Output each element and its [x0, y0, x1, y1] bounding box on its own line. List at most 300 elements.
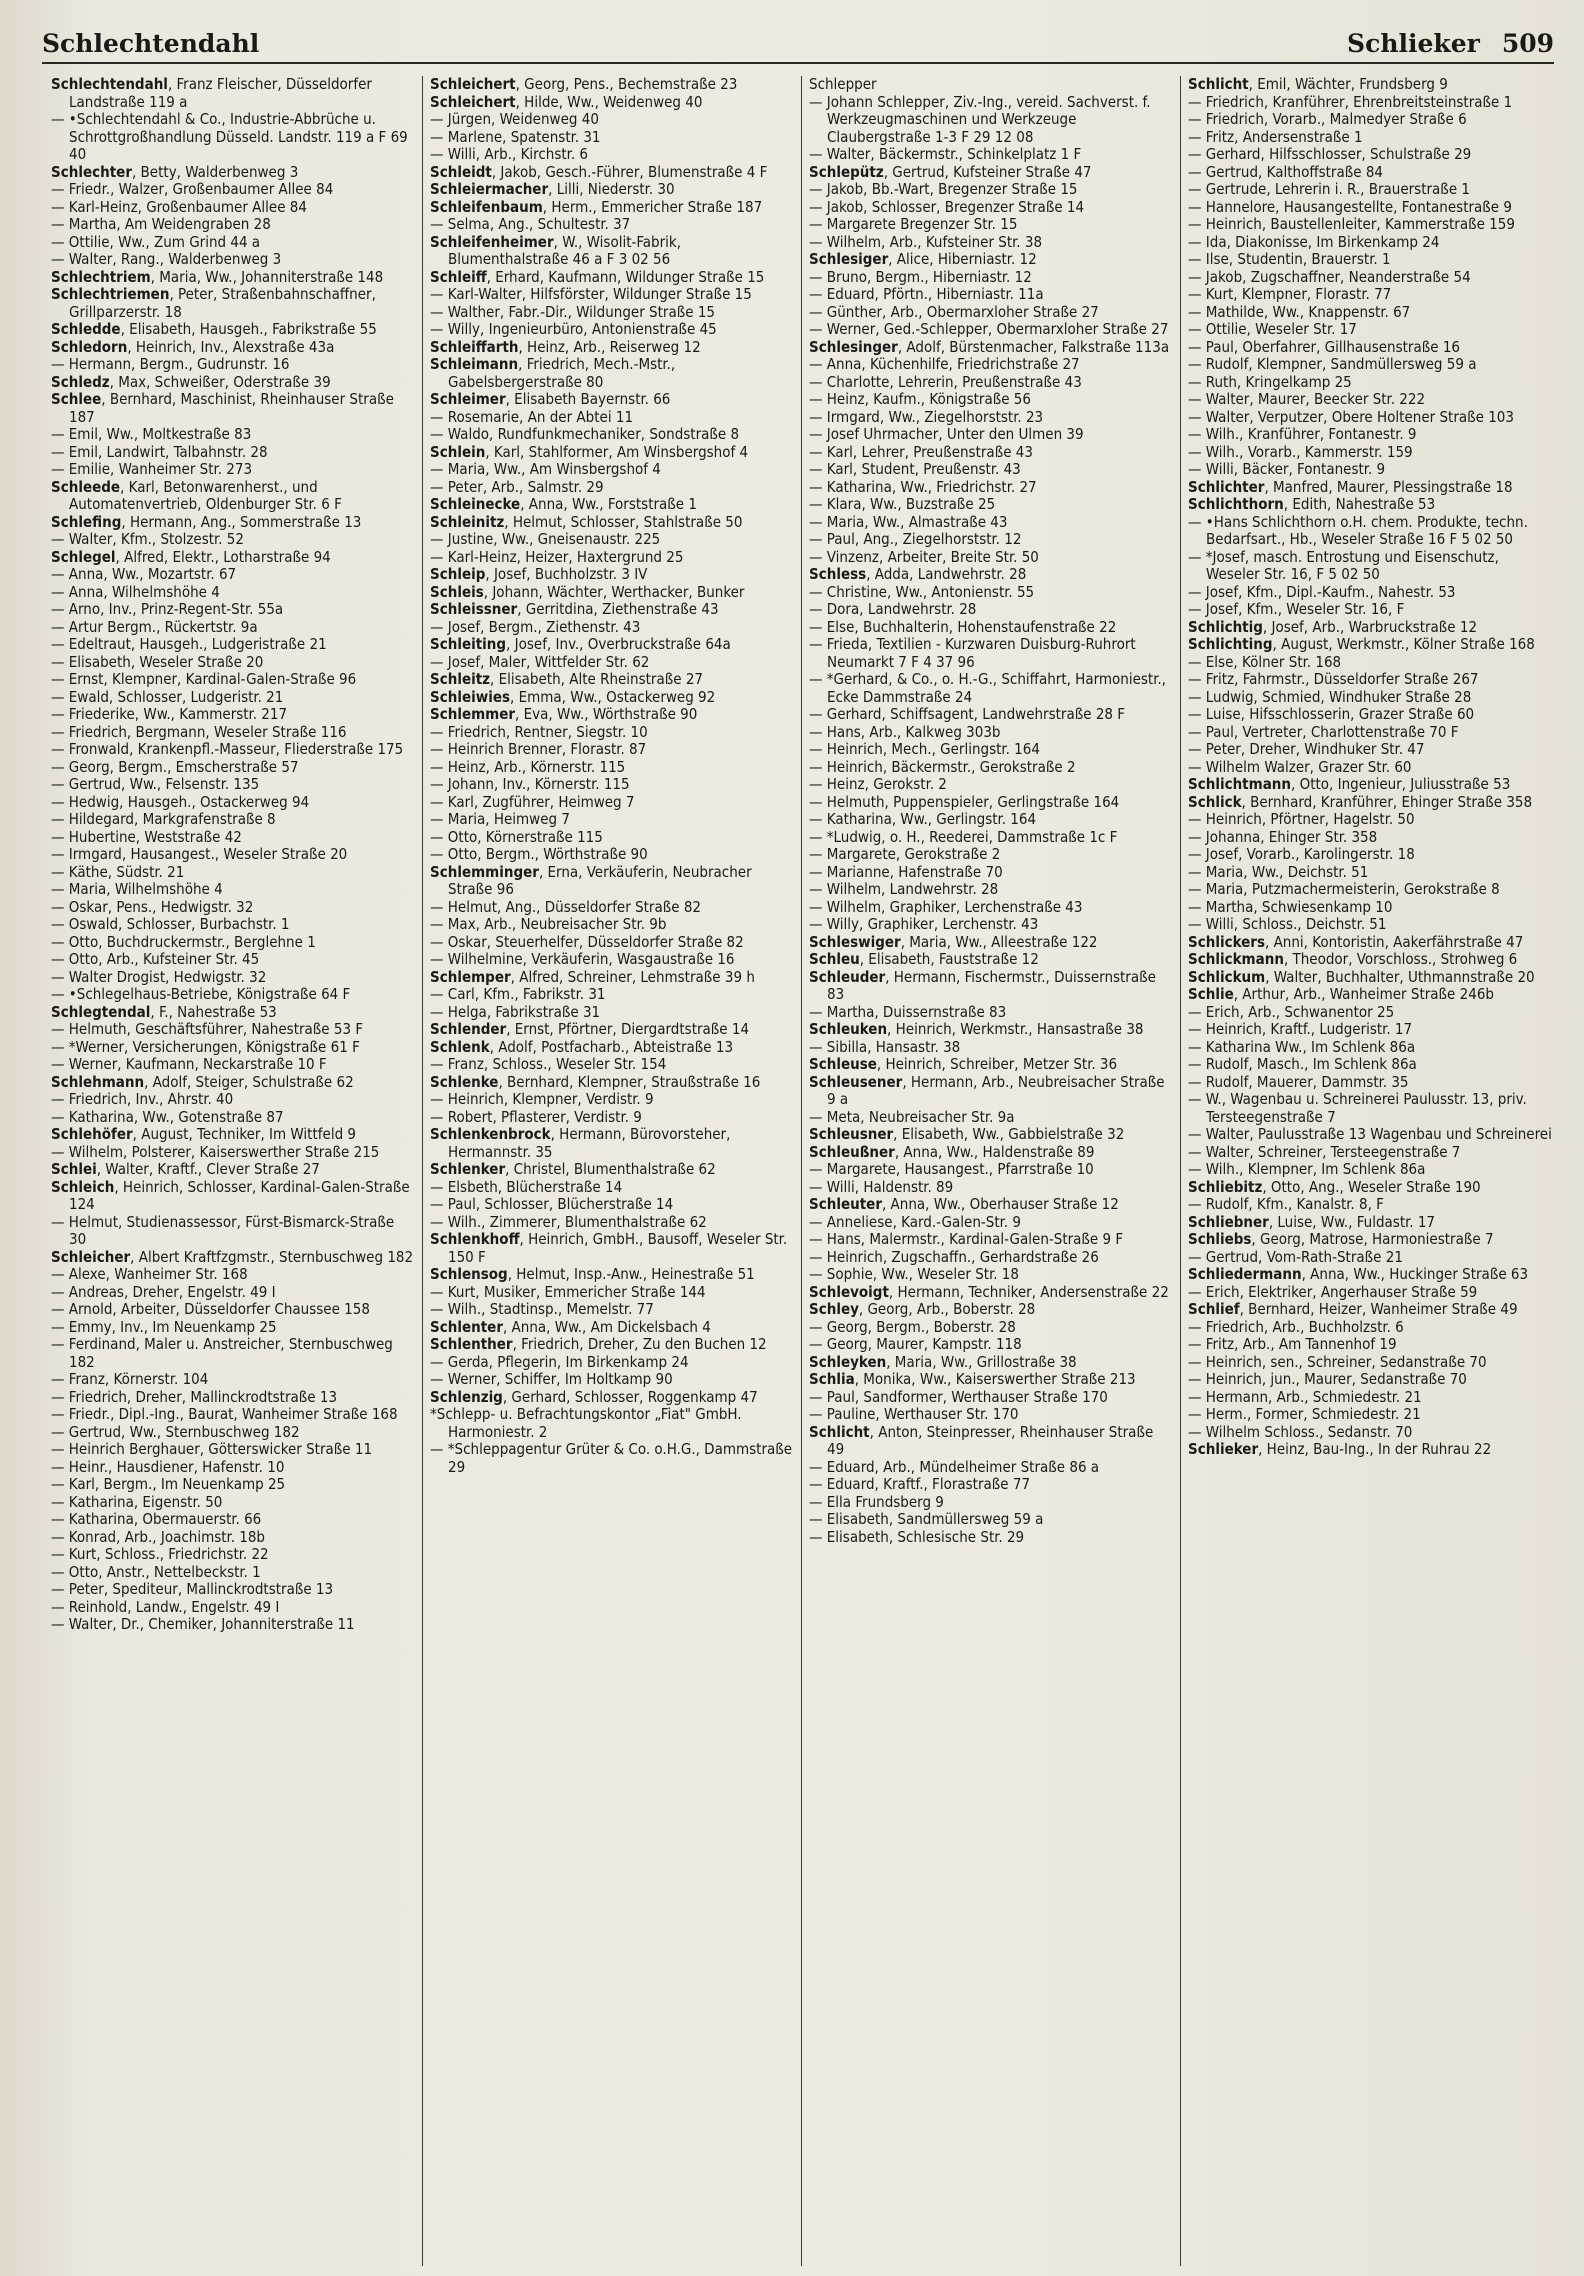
entry-surname: Schlechter [51, 162, 132, 181]
directory-entry: — Wilh., Klempner, Im Schlenk 86a [1188, 1160, 1426, 1178]
directory-entry: — Franz, Körnerstr. 104 [51, 1370, 209, 1388]
directory-entry: — Josef, Maler, Wittfelder Str. 62 [430, 652, 650, 671]
entry-surname: Schleußner [809, 1142, 895, 1161]
entry-surname: Schlia [809, 1370, 855, 1388]
directory-entry: Schlesiger, Alice, Hiberniastr. 12 [809, 250, 1037, 268]
directory-entry: — Martha, Am Weidengraben 28 [51, 215, 271, 233]
directory-entry: — Fritz, Fahrmstr., Düsseldorfer Straße 267 [1188, 670, 1479, 688]
directory-entry: — Carl, Kfm., Fabrikstr. 31 [430, 985, 606, 1003]
directory-entry: Schlesinger, Adolf, Bürstenmacher, Falkstraße 113a [809, 337, 1170, 356]
directory-entry: — Klara, Ww., Buzstraße 25 [809, 495, 996, 513]
entry-surname: Schlicht [809, 1422, 870, 1441]
entry-surname: Schleis [430, 582, 484, 601]
directory-entry: — Heinz, Kaufm., Königstraße 56 [809, 390, 1031, 408]
entry-surname: Schledz [51, 372, 110, 391]
directory-entry: — Hildegard, Markgrafenstraße 8 [51, 810, 276, 828]
directory-entry: Schlick, Bernhard, Kranführer, Ehinger Straße 358 [1188, 792, 1533, 811]
directory-entry: Schleswiger, Maria, Ww., Alleestraße 122 [809, 932, 1098, 951]
directory-entry: — Katharina, Ww., Gotenstraße 87 [51, 1107, 284, 1126]
directory-entry: — Wilhelm, Polsterer, Kaiserswerther Straße 215 [51, 1142, 380, 1161]
directory-entry: — Edeltraut, Hausgeh., Ludgeristraße 21 [51, 635, 327, 653]
directory-entry: — Maria, Heimweg 7 [430, 810, 570, 828]
directory-entry: Schledorn, Heinrich, Inv., Alexstraße 43a [51, 337, 335, 356]
directory-entry: — Willi, Haldenstr. 89 [809, 1177, 954, 1196]
entry-surname: Schlehöfer [51, 1125, 133, 1143]
directory-entry: — Marianne, Hafenstraße 70 [809, 862, 1003, 881]
directory-entry: Schlicht, Emil, Wächter, Frundsberg 9 [1188, 76, 1448, 93]
directory-entry: — Elisabeth, Schlesische Str. 29 [809, 1527, 1025, 1546]
directory-entry: — Hans, Malermstr., Kardinal-Galen-Straße 9 F [809, 1230, 1124, 1248]
directory-entry: — Karl, Zugführer, Heimweg 7 [430, 792, 635, 811]
entry-surname: Schlenker [430, 1160, 506, 1178]
directory-entry: — Josef Uhrmacher, Unter den Ulmen 39 [809, 425, 1084, 443]
running-head [42, 18, 1554, 64]
entry-surname: Schleifenheimer [430, 232, 554, 251]
directory-entry: Schleuder, Hermann, Fischermstr., Duissernstraße 83 [809, 967, 1156, 1003]
directory-entry: Schlicht, Anton, Steinpresser, Rheinhauser Straße 49 [809, 1422, 1154, 1458]
directory-entry: Schleußner, Anna, Ww., Haldenstraße 89 [809, 1142, 1095, 1161]
directory-entry: — Walter, Kfm., Stolzestr. 52 [51, 530, 244, 548]
entry-surname: Schlevoigt [809, 1282, 889, 1301]
directory-entry: — Robert, Pflasterer, Verdistr. 9 [430, 1107, 642, 1126]
directory-entry: — Johanna, Ehinger Str. 358 [1188, 827, 1378, 846]
directory-entry: — Heinrich, Klempner, Verdistr. 9 [430, 1090, 654, 1108]
directory-entry: — Willy, Ingenieurbüro, Antonienstraße 45 [430, 320, 717, 338]
directory-entry: — Marlene, Spatenstr. 31 [430, 127, 601, 146]
directory-entry: — Herm., Former, Schmiedestr. 21 [1188, 1405, 1421, 1423]
directory-entry: — Paul, Oberfahrer, Gillhausenstraße 16 [1188, 337, 1461, 356]
directory-entry: — Reinhold, Landw., Engelstr. 49 I [51, 1597, 280, 1616]
directory-entry: — Heinrich, sen., Schreiner, Sedanstraße 70 [1188, 1352, 1487, 1371]
directory-entry: Schlechtriem, Maria, Ww., Johanniterstraße 148 [51, 267, 384, 286]
directory-entry: Schleitz, Elisabeth, Alte Rheinstraße 27 [430, 670, 704, 688]
directory-entry: — Walter Drogist, Hedwigstr. 32 [51, 967, 267, 986]
directory-entry: — Konrad, Arb., Joachimstr. 18b [51, 1527, 266, 1546]
directory-entry: Schlehöfer, August, Techniker, Im Wittfeld 9 [51, 1125, 357, 1143]
directory-entry: — Friedr., Dipl.-Ing., Baurat, Wanheimer Straße 168 [51, 1405, 398, 1423]
directory-entry: — Elisabeth, Sandmüllersweg 59 a [809, 1510, 1044, 1528]
directory-entry: — Helga, Fabrikstraße 31 [430, 1002, 601, 1021]
directory-column-1 [44, 76, 423, 2266]
directory-entry: — *Werner, Versicherungen, Königstraße 61 F [51, 1037, 360, 1056]
directory-entry: — Else, Kölner Str. 168 [1188, 652, 1342, 671]
entry-surname: Schlechtriemen [51, 285, 170, 303]
entry-surname: Schleissner [430, 600, 518, 618]
entry-surname: Schleede [51, 477, 121, 496]
directory-entry: — Maria, Ww., Am Winsbergshof 4 [430, 460, 661, 478]
entry-surname: Schlenkenbrock [430, 1125, 551, 1143]
directory-entry: — Gertrud, Ww., Felsenstr. 135 [51, 775, 260, 793]
entry-surname: Schlehmann [51, 1072, 145, 1091]
directory-entry: — Heinrich, Mech., Gerlingstr. 164 [809, 740, 1040, 758]
directory-entry: — Anna, Wilhelmshöhe 4 [51, 582, 220, 601]
directory-entry: — Anna, Ww., Mozartstr. 67 [51, 565, 237, 583]
entry-surname: Schlick [1188, 792, 1242, 811]
entry-surname: Schlickmann [1188, 950, 1284, 968]
entry-surname: Schleifenbaum [430, 197, 543, 216]
directory-entry: Schlenke, Bernhard, Klempner, Straußstraße 16 [430, 1072, 761, 1091]
directory-entry: — Paul, Vertreter, Charlottenstraße 70 F [1188, 722, 1459, 741]
directory-entry: — Willy, Graphiker, Lerchenstr. 43 [809, 915, 1039, 933]
directory-entry: Schlenkhoff, Heinrich, GmbH., Bausoff, Weseler Str. 150 F [430, 1230, 788, 1266]
directory-entry: Schleifenheimer, W., Wisolit-Fabrik, Blumenthalstraße 46 a F 3 02 56 [430, 232, 682, 268]
directory-entry: — Hubertine, Weststraße 42 [51, 827, 242, 846]
directory-entry: — Gerda, Pflegerin, Im Birkenkamp 24 [430, 1352, 689, 1371]
entry-surname: Schlegel [51, 547, 116, 566]
directory-entry: — Willi, Schloss., Deichstr. 51 [1188, 915, 1387, 933]
directory-entry: — Wilhelm Schloss., Sedanstr. 70 [1188, 1422, 1413, 1441]
directory-entry: — Walter, Bäckermstr., Schinkelplatz 1 F [809, 145, 1082, 163]
directory-entry: — Walter, Paulusstraße 13 Wagenbau und Schreinerei [1188, 1125, 1552, 1143]
directory-entry: — Ernst, Klempner, Kardinal-Galen-Straße 96 [51, 670, 357, 688]
entry-surname: Schlein [430, 442, 486, 461]
directory-entry: — Helmut, Ang., Düsseldorfer Straße 82 [430, 897, 702, 916]
directory-entry: Schleimer, Elisabeth Bayernstr. 66 [430, 390, 671, 408]
directory-entry: — Hermann, Bergm., Gudrunstr. 16 [51, 355, 290, 373]
directory-entry: — Vinzenz, Arbeiter, Breite Str. 50 [809, 547, 1039, 566]
entry-surname: Schlicht [1188, 76, 1249, 93]
directory-entry: — Heinrich, Zugschaffn., Gerhardstraße 26 [809, 1247, 1099, 1266]
directory-columns [44, 76, 1560, 2266]
directory-entry: — Heinrich, Bäckermstr., Gerokstraße 2 [809, 757, 1076, 776]
directory-entry: — Emilie, Wanheimer Str. 273 [51, 460, 253, 478]
entry-surname: Schlee [51, 390, 102, 408]
directory-entry: — Elsbeth, Blücherstraße 14 [430, 1177, 623, 1196]
directory-entry: — Kurt, Musiker, Emmericher Straße 144 [430, 1282, 706, 1301]
entry-surname: Schlemminger [430, 862, 539, 881]
directory-entry: Schlichtig, Josef, Arb., Warbruckstraße 12 [1188, 617, 1478, 636]
directory-entry: — Alexe, Wanheimer Str. 168 [51, 1265, 248, 1283]
entry-surname: Schlesinger [809, 337, 898, 356]
entry-surname: Schleich [51, 1177, 115, 1196]
entry-surname: Schlemper [430, 967, 511, 986]
entry-surname: Schleswiger [809, 932, 901, 951]
directory-entry: — Karl-Heinz, Großenbaumer Allee 84 [51, 197, 307, 216]
entry-surname: Schlichtig [1188, 617, 1263, 636]
directory-entry: — Friedrich, Arb., Buchholzstr. 6 [1188, 1317, 1404, 1336]
directory-entry: — Rosemarie, An der Abtei 11 [430, 407, 634, 426]
directory-entry: — Rudolf, Klempner, Sandmüllersweg 59 a [1188, 355, 1477, 373]
entry-surname: Schleuse [809, 1055, 877, 1073]
directory-entry: — Emil, Landwirt, Talbahnstr. 28 [51, 442, 268, 461]
directory-entry: — Gertrude, Lehrerin i. R., Brauerstraße 1 [1188, 180, 1470, 198]
directory-entry: — Jakob, Zugschaffner, Neanderstraße 54 [1188, 267, 1471, 286]
directory-entry: — •Schlegelhaus-Betriebe, Königstraße 64 F [51, 985, 351, 1003]
directory-entry: — Josef, Vorarb., Karolingerstr. 18 [1188, 845, 1415, 863]
directory-entry: — Karl-Walter, Hilfsförster, Wildunger Straße 15 [430, 285, 752, 303]
directory-entry: Schleiermacher, Lilli, Niederstr. 30 [430, 180, 675, 198]
directory-entry: Schlepper [809, 76, 877, 93]
entry-surname: Schleuter [809, 1195, 882, 1213]
directory-entry: Schlepütz, Gertrud, Kufsteiner Straße 47 [809, 162, 1092, 181]
directory-entry: — Gerhard, Hilfsschlosser, Schulstraße 29 [1188, 145, 1472, 163]
directory-entry: — Wilhelm, Arb., Kufsteiner Str. 38 [809, 232, 1043, 251]
directory-entry: — Irmgard, Ww., Ziegelhorststr. 23 [809, 407, 1044, 426]
entry-surname: Schleimann [430, 355, 519, 373]
directory-entry: — Heinz, Gerokstr. 2 [809, 775, 947, 793]
directory-entry: — Ludwig, Schmied, Windhuker Straße 28 [1188, 687, 1472, 706]
directory-entry: Schledde, Elisabeth, Hausgeh., Fabrikstraße 55 [51, 320, 377, 338]
directory-entry: — Andreas, Dreher, Engelstr. 49 I [51, 1282, 276, 1301]
entry-surname: Schleiffarth [430, 337, 519, 356]
directory-entry: Schlechter, Betty, Walderbenweg 3 [51, 162, 299, 181]
directory-entry: — Hannelore, Hausangestellte, Fontanestraße 9 [1188, 197, 1512, 216]
directory-entry: Schlemmer, Eva, Ww., Wörthstraße 90 [430, 705, 698, 723]
directory-entry: — Friederike, Ww., Kammerstr. 217 [51, 705, 288, 723]
left-running-heading: Schlechtendahl [42, 29, 260, 58]
directory-entry: — *Josef, masch. Entrostung und Eisenschutz, Weseler Str. 16, F 5 02 50 [1188, 547, 1499, 583]
directory-entry: Schleinitz, Helmut, Schlosser, Stahlstraße 50 [430, 512, 743, 531]
entry-surname: Schlickum [1188, 967, 1266, 986]
directory-entry: — Friedrich, Dreher, Mallinckrodtstraße 13 [51, 1387, 338, 1406]
directory-entry: — Otto, Arb., Kufsteiner Str. 45 [51, 950, 260, 968]
directory-entry: Schlief, Bernhard, Heizer, Wanheimer Straße 49 [1188, 1300, 1518, 1318]
directory-entry: — Elisabeth, Weseler Straße 20 [51, 652, 264, 671]
right-running-heading: Schlieker [1347, 29, 1480, 58]
directory-entry: — Waldo, Rundfunkmechaniker, Sondstraße 8 [430, 425, 740, 443]
entry-surname: Schlichter [1188, 477, 1265, 496]
directory-entry: — Hedwig, Hausgeh., Ostackerweg 94 [51, 792, 310, 811]
entry-surname: Schleimer [430, 390, 506, 408]
directory-entry: — Bruno, Bergm., Hiberniastr. 12 [809, 267, 1032, 286]
entry-surname: Schlichting [1188, 635, 1273, 653]
directory-entry: — Ewald, Schlosser, Ludgeristr. 21 [51, 687, 284, 706]
entry-surname: Schless [809, 565, 867, 583]
directory-column-3 [802, 76, 1181, 2266]
entry-surname: Schleiermacher [430, 180, 549, 198]
directory-entry: — Walter, Rang., Walderbenweg 3 [51, 250, 282, 268]
directory-entry: — Kurt, Schloss., Friedrichstr. 22 [51, 1545, 269, 1563]
directory-entry: Schlenkenbrock, Hermann, Bürovorsteher, Hermannstr. 35 [430, 1125, 731, 1161]
directory-entry: — *Schleppagentur Grüter & Co. o.H.G., Dammstraße 29 [430, 1440, 793, 1476]
directory-entry: — Friedrich, Kranführer, Ehrenbreitsteinstraße 1 [1188, 92, 1513, 111]
directory-entry: — Wilhelm, Graphiker, Lerchenstraße 43 [809, 897, 1083, 916]
directory-entry: Schlemminger, Erna, Verkäuferin, Neubracher Straße 96 [430, 862, 752, 898]
directory-entry: Schlender, Ernst, Pförtner, Diergardtstraße 14 [430, 1020, 750, 1038]
entry-surname: Schlei [51, 1160, 97, 1178]
entry-surname: Schlief [1188, 1300, 1240, 1318]
directory-entry: — Justine, Ww., Gneisenaustr. 225 [430, 530, 661, 548]
directory-entry: — Friedr., Walzer, Großenbaumer Allee 84 [51, 180, 334, 198]
directory-entry: — Katharina, Eigenstr. 50 [51, 1492, 223, 1511]
directory-entry: — Else, Buchhalterin, Hohenstaufenstraße 22 [809, 617, 1117, 636]
directory-entry: — Wilhelm Walzer, Grazer Str. 60 [1188, 757, 1412, 776]
entry-surname: Schleinitz [430, 512, 505, 531]
right-heading-group [1347, 29, 1554, 58]
directory-entry: — Heinr., Hausdiener, Hafenstr. 10 [51, 1457, 285, 1476]
page-number: 509 [1501, 29, 1554, 58]
directory-entry: — Anneliese, Kard.-Galen-Str. 9 [809, 1212, 1021, 1231]
directory-entry: Schleusener, Hermann, Arb., Neubreisacher Straße 9 a [809, 1072, 1165, 1108]
directory-entry: — Walter, Maurer, Beecker Str. 222 [1188, 390, 1426, 408]
directory-entry: — Oskar, Steuerhelfer, Düsseldorfer Straße 82 [430, 932, 744, 951]
directory-entry: Schlegtendal, F., Nahestraße 53 [51, 1002, 277, 1021]
directory-entry: — Georg, Bergm., Emscherstraße 57 [51, 757, 299, 776]
directory-entry: Schlichthorn, Edith, Nahestraße 53 [1188, 495, 1436, 513]
directory-entry: — Wilh., Stadtinsp., Memelstr. 77 [430, 1300, 654, 1318]
directory-entry: — •Schlechtendahl & Co., Industrie-Abbrüche u. Schrottgroßhandlung Düsseld. Landstr. 119 a F 69 40 [51, 110, 408, 163]
directory-entry: — Peter, Arb., Salmstr. 29 [430, 477, 604, 496]
entry-surname: Schlie [1188, 985, 1234, 1003]
directory-entry: — Fronwald, Krankenpfl.-Masseur, Fliederstraße 175 [51, 740, 404, 758]
directory-entry: — Fritz, Andersenstraße 1 [1188, 127, 1363, 146]
directory-entry: — Peter, Dreher, Windhuker Str. 47 [1188, 740, 1425, 758]
entry-surname: Schleicher [51, 1247, 131, 1266]
directory-entry: — Paul, Sandformer, Werthauser Straße 170 [809, 1387, 1108, 1406]
directory-entry: — Werner, Schiffer, Im Holtkamp 90 [430, 1370, 673, 1388]
directory-entry: — Wilh., Zimmerer, Blumenthalstraße 62 [430, 1212, 707, 1231]
directory-entry: — Friedrich, Rentner, Siegstr. 10 [430, 722, 648, 741]
directory-entry: — Walther, Fabr.-Dir., Wildunger Straße 15 [430, 302, 715, 321]
directory-entry: Schleiwies, Emma, Ww., Ostackerweg 92 [430, 687, 716, 706]
directory-entry: — Helmuth, Geschäftsführer, Nahestraße 53 F [51, 1020, 364, 1038]
directory-entry: Schlein, Karl, Stahlformer, Am Winsbergshof 4 [430, 442, 749, 461]
directory-entry: Schleichert, Georg, Pens., Bechemstraße 23 [430, 76, 738, 93]
directory-entry: Schliebner, Luise, Ww., Fuldastr. 17 [1188, 1212, 1436, 1231]
directory-entry: — Artur Bergm., Rückertstr. 9a [51, 617, 258, 636]
directory-entry: — Margarete, Hausangest., Pfarrstraße 10 [809, 1160, 1094, 1178]
entry-surname: Schlenter [430, 1317, 503, 1336]
directory-entry: — Katharina, Obermauerstr. 66 [51, 1510, 262, 1528]
directory-entry: — Franz, Schloss., Weseler Str. 154 [430, 1055, 667, 1073]
directory-entry: — Otto, Buchdruckermstr., Berglehne 1 [51, 932, 316, 951]
directory-entry: — Anna, Küchenhilfe, Friedrichstraße 27 [809, 355, 1080, 373]
entry-surname: Schlepütz [809, 162, 884, 181]
directory-entry: — Maria, Ww., Deichstr. 51 [1188, 862, 1369, 881]
directory-entry: — Willi, Bäcker, Fontanestr. 9 [1188, 460, 1386, 478]
directory-entry: Schleusner, Elisabeth, Ww., Gabbielstraße 32 [809, 1125, 1125, 1143]
directory-entry: — Otto, Bergm., Wörthstraße 90 [430, 845, 648, 863]
directory-entry: Schlenter, Anna, Ww., Am Dickelsbach 4 [430, 1317, 711, 1336]
directory-entry: Schleyken, Maria, Ww., Grillostraße 38 [809, 1352, 1077, 1371]
directory-entry: — Erich, Elektriker, Angerhauser Straße 59 [1188, 1282, 1478, 1301]
directory-entry: — Heinrich, Kraftf., Ludgeristr. 17 [1188, 1020, 1413, 1038]
directory-entry: — Max, Arb., Neubreisacher Str. 9b [430, 915, 667, 933]
entry-surname: Schleip [430, 565, 486, 583]
directory-entry: Schleiff, Erhard, Kaufmann, Wildunger Straße 15 [430, 267, 765, 286]
directory-entry: Schlickmann, Theodor, Vorschloss., Strohweg 6 [1188, 950, 1518, 968]
directory-entry: Schleichert, Hilde, Ww., Weidenweg 40 [430, 92, 703, 111]
directory-entry: — Ferdinand, Maler u. Anstreicher, Sternbuschweg 182 [51, 1335, 393, 1371]
directory-entry: — Irmgard, Hausangest., Weseler Straße 20 [51, 845, 348, 863]
directory-entry: — Erich, Arb., Schwanentor 25 [1188, 1002, 1395, 1021]
directory-entry: Schlenker, Christel, Blumenthalstraße 62 [430, 1160, 716, 1178]
directory-entry: — Christine, Ww., Antonienstr. 55 [809, 582, 1035, 601]
entry-surname: Schledde [51, 320, 121, 338]
directory-entry: — Jakob, Schlosser, Bregenzer Straße 14 [809, 197, 1085, 216]
directory-entry: — Heinrich, jun., Maurer, Sedanstraße 70 [1188, 1370, 1467, 1388]
directory-entry: — Ella Frundsberg 9 [809, 1492, 944, 1511]
entry-surname: Schlensog [430, 1265, 508, 1283]
directory-entry: *Schlepp- u. Befrachtungskontor „Fiat" GmbH. Harmoniestr. 2 [430, 1405, 742, 1441]
directory-entry: — Paul, Ang., Ziegelhorststr. 12 [809, 530, 1022, 548]
directory-entry: Schleuse, Heinrich, Schreiber, Metzer Str. 36 [809, 1055, 1118, 1073]
directory-entry: — Rudolf, Masch., Im Schlenk 86a [1188, 1055, 1417, 1073]
directory-entry: — Wilhelm, Landwehrstr. 28 [809, 880, 999, 898]
directory-entry: Schlickum, Walter, Buchhalter, Uthmannstraße 20 [1188, 967, 1535, 986]
directory-entry: Schleu, Elisabeth, Fauststraße 12 [809, 950, 1039, 968]
directory-entry: Schlechtendahl, Franz Fleischer, Düsseldorfer Landstraße 119 a [51, 76, 372, 111]
entry-surname: Schlenther [430, 1335, 513, 1353]
directory-entry: — Friedrich, Bergmann, Weseler Straße 116 [51, 722, 347, 741]
directory-entry: — Rudolf, Kfm., Kanalstr. 8, F [1188, 1195, 1384, 1213]
entry-surname: Schlickers [1188, 932, 1265, 951]
entry-surname: Schliedermann [1188, 1265, 1302, 1283]
directory-entry: — Wilhelmine, Verkäuferin, Wasgaustraße 16 [430, 950, 735, 968]
directory-entry: — Walter, Schreiner, Tersteegenstraße 7 [1188, 1142, 1461, 1161]
directory-entry: Schleidt, Jakob, Gesch.-Führer, Blumenstraße 4 F [430, 162, 768, 181]
directory-entry: — Helmut, Studienassessor, Fürst-Bismarck-Straße 30 [51, 1212, 395, 1248]
directory-entry: — Oswald, Schlosser, Burbachstr. 1 [51, 915, 290, 933]
directory-entry: — Otto, Anstr., Nettelbeckstr. 1 [51, 1562, 261, 1581]
directory-entry: — Ottilie, Weseler Str. 17 [1188, 320, 1357, 338]
entry-surname: Schlichtmann [1188, 775, 1292, 793]
directory-entry: Schlemper, Alfred, Schreiner, Lehmstraße 39 h [430, 967, 755, 986]
directory-entry: Schlefing, Hermann, Ang., Sommerstraße 13 [51, 512, 362, 531]
directory-entry: — Martha, Schwiesenkamp 10 [1188, 897, 1393, 916]
entry-surname: Schleusener [809, 1072, 903, 1091]
directory-entry: — Georg, Maurer, Kampstr. 118 [809, 1335, 1022, 1353]
directory-entry: — Kurt, Klempner, Florastr. 77 [1188, 285, 1392, 303]
directory-entry: Schleis, Johann, Wächter, Werthacker, Bunker [430, 582, 745, 601]
entry-surname: Schleitz [430, 670, 491, 688]
entry-surname: Schlefing [51, 512, 122, 531]
directory-entry: Schleicher, Albert Kraftfzgmstr., Sternbuschweg 182 [51, 1247, 414, 1266]
directory-entry: Schlichter, Manfred, Maurer, Plessingstraße 18 [1188, 477, 1513, 496]
entry-surname: Schlegtendal [51, 1002, 151, 1021]
directory-entry: — Heinrich Brenner, Florastr. 87 [430, 740, 647, 758]
directory-entry: — Maria, Putzmachermeisterin, Gerokstraße 8 [1188, 880, 1500, 898]
directory-entry: — Ilse, Studentin, Brauerstr. 1 [1188, 250, 1391, 268]
directory-entry: — •Hans Schlichthorn o.H. chem. Produkte, techn. Bedarfsart., Hb., Weseler Straße 16 F 5 02 50 [1188, 512, 1528, 548]
directory-entry: Schleiting, Josef, Inv., Overbruckstraße 64a [430, 635, 731, 653]
directory-entry: Schleimann, Friedrich, Mech.-Mstr., Gabelsbergerstraße 80 [430, 355, 676, 391]
directory-entry: — Sophie, Ww., Weseler Str. 18 [809, 1265, 1019, 1283]
directory-entry: — Willi, Arb., Kirchstr. 6 [430, 145, 588, 163]
entry-surname: Schlenzig [430, 1387, 503, 1406]
directory-entry: — Arno, Inv., Prinz-Regent-Str. 55a [51, 600, 284, 618]
entry-surname: Schliebs [1188, 1230, 1252, 1248]
directory-entry: — Katharina, Ww., Gerlingstr. 164 [809, 810, 1037, 828]
entry-surname: Schlichthorn [1188, 495, 1284, 513]
directory-entry: — *Ludwig, o. H., Reederei, Dammstraße 1c F [809, 827, 1118, 846]
directory-entry: — Hermann, Arb., Schmiedestr. 21 [1188, 1387, 1422, 1406]
directory-entry: — Ida, Diakonisse, Im Birkenkamp 24 [1188, 232, 1440, 251]
directory-entry: — Margarete Bregenzer Str. 15 [809, 215, 1018, 233]
directory-entry: — Rudolf, Mauerer, Dammstr. 35 [1188, 1072, 1409, 1091]
directory-entry: — Helmuth, Puppenspieler, Gerlingstraße 164 [809, 792, 1120, 811]
directory-entry: Schlenzig, Gerhard, Schlosser, Roggenkamp 47 [430, 1387, 758, 1406]
directory-entry: — Josef, Bergm., Ziethenstr. 43 [430, 617, 641, 636]
directory-entry: — Wilh., Kranführer, Fontanestr. 9 [1188, 425, 1417, 443]
entry-surname: Schlenke [430, 1072, 499, 1091]
entry-surname: Schleu [809, 950, 860, 968]
directory-entry: — Ottilie, Ww., Zum Grind 44 a [51, 232, 261, 251]
directory-entry: — *Gerhard, & Co., o. H.-G., Schiffahrt, Harmoniestr., Ecke Dammstraße 24 [809, 670, 1166, 706]
directory-entry: — Paul, Schlosser, Blücherstraße 14 [430, 1195, 674, 1213]
directory-entry: Schlehmann, Adolf, Steiger, Schulstraße 62 [51, 1072, 354, 1091]
directory-entry: — Pauline, Werthauser Str. 170 [809, 1405, 1019, 1423]
entry-surname: Schlesiger [809, 250, 889, 268]
directory-entry: — Josef, Kfm., Dipl.-Kaufm., Nahestr. 53 [1188, 582, 1456, 601]
directory-entry: — Maria, Wilhelmshöhe 4 [51, 880, 223, 898]
entry-surname: Schleinecke [430, 495, 521, 513]
entry-surname: Schlender [430, 1020, 507, 1038]
directory-entry: Schleifenbaum, Herm., Emmericher Straße 187 [430, 197, 763, 216]
directory-entry: — Fritz, Arb., Am Tannenhof 19 [1188, 1335, 1397, 1353]
entry-surname: Schleiting [430, 635, 507, 653]
directory-entry: — Luise, Hifsschlosserin, Grazer Straße 60 [1188, 705, 1475, 723]
